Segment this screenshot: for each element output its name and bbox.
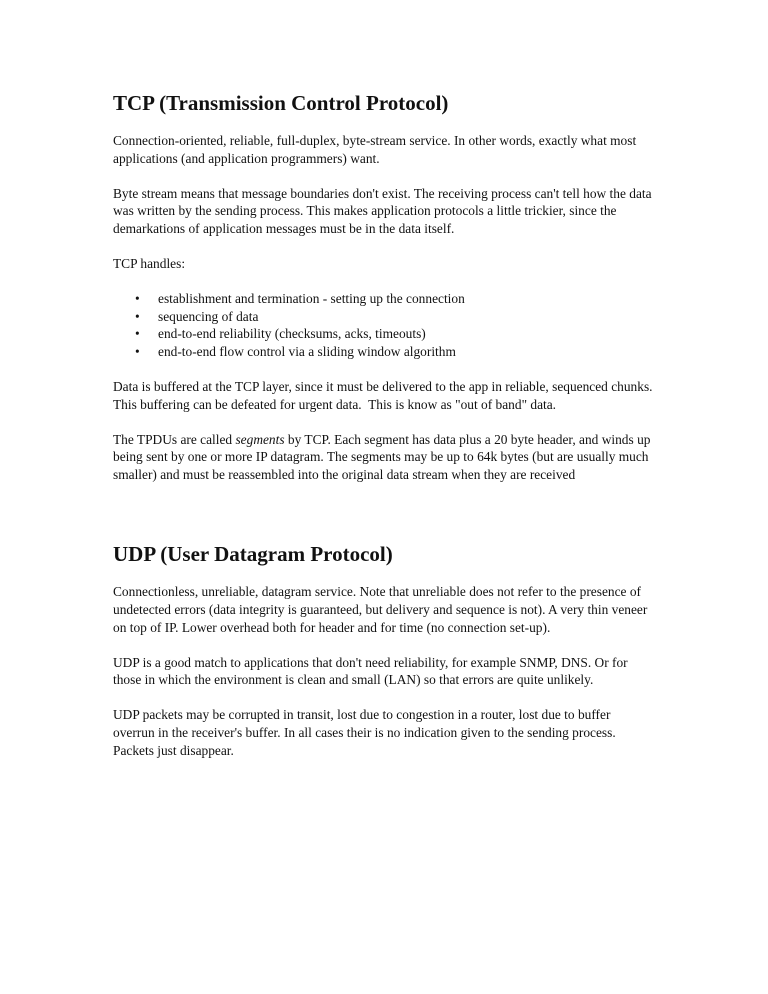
list-item (135, 290, 653, 308)
udp-paragraph-failures: UDP packets may be corrupted in transit, lost due to congestion in a router, lost due to buffer overrun in the receiver's buffer. In all cases their is no indication given to the sending process. Packets just disappear. (113, 707, 616, 758)
tcp-paragraph-buffering: Data is buffered at the TCP layer, since it must be delivered to the app in reliable, sequenced chunks. This buffering can be defeated for urgent data. This is know as "out of band" data. (113, 378, 659, 412)
list-item (135, 308, 653, 326)
list-item-text: end-to-end flow control via a sliding window algorithm (158, 343, 456, 359)
list-item-text: sequencing of data (158, 308, 259, 324)
tcp-handles-intro: TCP handles: (113, 255, 186, 271)
list-item (135, 325, 653, 343)
bullet-icon: • (135, 343, 140, 359)
document-page (113, 88, 659, 777)
udp-heading: UDP (User Datagram Protocol) (113, 542, 393, 567)
tcp-paragraph-segments (113, 431, 653, 484)
list-item (135, 343, 653, 361)
list-item-text: end-to-end reliability (checksums, acks, timeouts) (158, 326, 426, 342)
udp-paragraph-overview: Connectionless, unreliable, datagram service. Note that unreliable does not refer to the presence of undetected errors (data integrity is guaranteed, but delivery and sequence is not). A very thin veneer on top of IP. Lower overhead both for header and for time (no connection set-up). (113, 584, 648, 635)
segments-term: segments (235, 431, 285, 447)
list-item-text: establishment and termination - setting up the connection (158, 291, 465, 307)
udp-paragraph-use-cases: UDP is a good match to applications that don't need reliability, for example SNMP, DNS. Or for those in which the environment is clean and small (LAN) so that errors are quite unlikely. (113, 654, 628, 688)
tcp-handles-list (113, 290, 653, 360)
bullet-icon: • (135, 326, 140, 342)
bullet-icon: • (135, 308, 140, 324)
tcp-heading: TCP (Transmission Control Protocol) (113, 91, 449, 115)
segments-text-after: by TCP. Each segment has data plus a 20 byte header, and winds up being sent by one or more IP datagram. The segments may be up to 64k bytes (but are usually much smaller) and must be reassembled into the original data stream when they are received (113, 431, 651, 482)
tcp-paragraph-overview: Connection-oriented, reliable, full-duplex, byte-stream service. In other words, exactly what most applications (and application programmers) want. (113, 133, 637, 166)
segments-text-before: The TPDUs are called (113, 431, 236, 447)
bullet-icon: • (135, 291, 140, 307)
tcp-paragraph-byte-stream: Byte stream means that message boundaries don't exist. The receiving process can't tell how the data was written by the sending process. This makes application protocols a little trickier, since the demarkations of application messages must be in the data itself. (113, 185, 652, 236)
